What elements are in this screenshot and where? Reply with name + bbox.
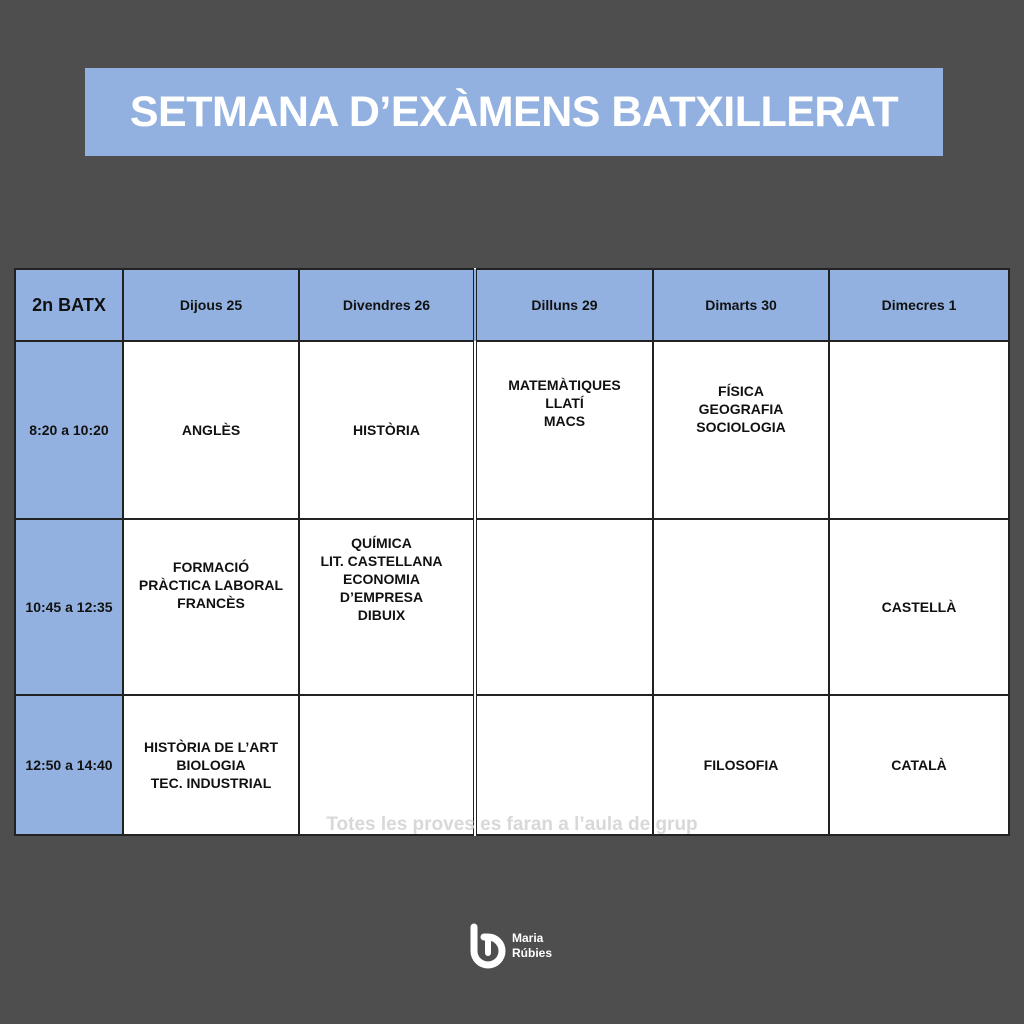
header-day: Dilluns 29 <box>475 269 653 341</box>
exam-cell <box>653 519 829 695</box>
exam-subject: GEOGRAFIA <box>698 401 784 417</box>
brand-logo <box>466 922 552 970</box>
header-day: Dimarts 30 <box>653 269 829 341</box>
header-row <box>15 269 1009 341</box>
exam-cell <box>475 341 653 519</box>
time-slot <box>15 341 123 519</box>
exam-subject: DIBUIX <box>357 607 406 623</box>
exam-cell <box>299 519 475 695</box>
exam-cell <box>653 341 829 519</box>
exam-subject: QUÍMICA <box>351 535 412 551</box>
exam-cell <box>829 519 1009 695</box>
exam-subject: FILOSOFIA <box>703 757 779 773</box>
exam-subject: MACS <box>543 413 586 429</box>
brand-name <box>512 931 552 961</box>
time-slot <box>15 519 123 695</box>
brand-name-line1: Maria <box>512 931 544 945</box>
exam-cell <box>829 341 1009 519</box>
exam-subject: BIOLOGIA <box>176 757 246 773</box>
header-day: Dimecres 1 <box>829 269 1009 341</box>
title-banner <box>85 68 943 156</box>
time-slot-label: 10:45 a 12:35 <box>25 599 113 615</box>
table-row <box>15 519 1009 695</box>
exam-subject: CASTELLÀ <box>881 599 957 615</box>
time-slot-label: 8:20 a 10:20 <box>29 422 109 438</box>
footer-note: Totes les proves es faran a l’aula de grup <box>326 814 698 835</box>
exam-subject: FORMACIÓ <box>172 559 250 575</box>
exam-cell <box>475 519 653 695</box>
exam-subject: FRANCÈS <box>177 595 245 611</box>
exam-subject: FÍSICA <box>718 383 764 399</box>
exam-subject: ECONOMIA <box>343 571 420 587</box>
header-day: Dijous 25 <box>123 269 299 341</box>
page-title: SETMANA D’EXÀMENS BATXILLERAT <box>129 87 899 136</box>
time-slot-label: 12:50 a 14:40 <box>25 757 113 773</box>
exam-subject: SOCIOLOGIA <box>696 419 786 435</box>
maria-rubies-logo-icon <box>466 923 510 969</box>
exam-subject: MATEMÀTIQUES <box>508 377 621 393</box>
exam-subject: CATALÀ <box>891 757 947 773</box>
header-day: Divendres 26 <box>299 269 475 341</box>
header-group: 2n BATX <box>15 269 123 341</box>
exam-subject: D’EMPRESA <box>339 589 424 605</box>
exam-subject: LIT. CASTELLANA <box>320 553 443 569</box>
exam-schedule-table <box>14 268 1010 836</box>
exam-cell <box>123 341 299 519</box>
exam-subject: LLATÍ <box>545 395 584 411</box>
exam-subject: ANGLÈS <box>181 422 241 438</box>
brand-name-line2: Rúbies <box>512 946 553 960</box>
exam-cell <box>299 341 475 519</box>
exam-subject: HISTÒRIA <box>353 422 420 438</box>
exam-subject: TEC. INDUSTRIAL <box>150 775 272 791</box>
table-row <box>15 341 1009 519</box>
exam-subject: HISTÒRIA DE L’ART <box>143 739 279 755</box>
exam-subject: PRÀCTICA LABORAL <box>138 577 284 593</box>
exam-cell <box>123 519 299 695</box>
